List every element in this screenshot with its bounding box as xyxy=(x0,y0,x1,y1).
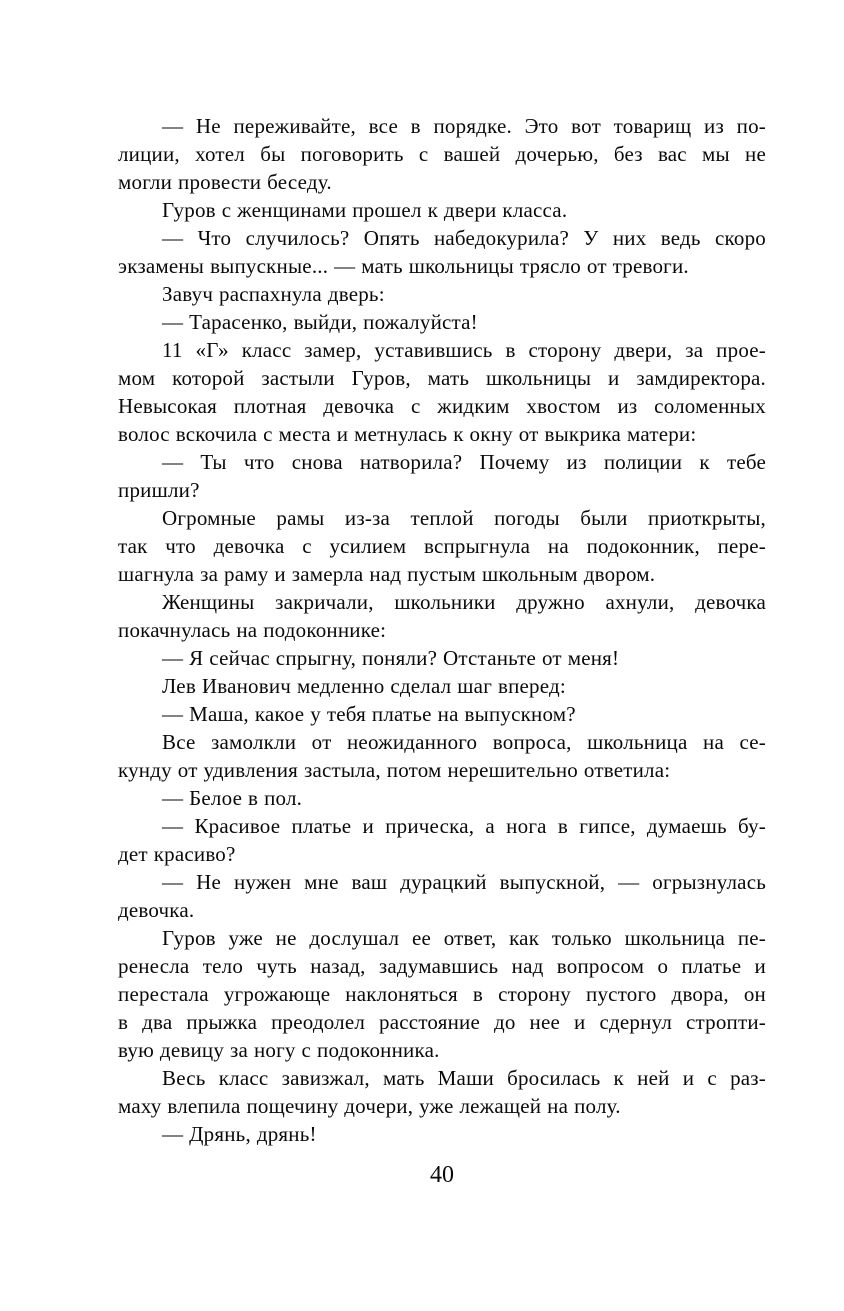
text-line: вую девицу за ногу с подоконника. xyxy=(118,1038,440,1062)
text-line: волос вскочила с места и метнулась к окну от выкрика матери: xyxy=(118,422,697,446)
text-line: — Дрянь, дрянь! xyxy=(162,1122,317,1146)
paragraph xyxy=(118,728,766,784)
text-line: — Маша, какое у тебя платье на выпускном? xyxy=(162,702,576,726)
text-line: — Белое в пол. xyxy=(162,786,303,810)
text-line: Все замолкли от неожиданного вопроса, школьница на се- xyxy=(162,730,766,754)
text-line: — Не переживайте, все в порядке. Это вот товарищ из по- xyxy=(162,114,766,138)
text-line: — Не нужен мне ваш дурацкий выпускной, — огрызнулась xyxy=(162,870,766,894)
text-line: дет красиво? xyxy=(118,842,236,866)
text-line: лиции, хотел бы поговорить с вашей дочерью, без вас мы не xyxy=(118,142,766,166)
page-text xyxy=(118,112,766,1148)
paragraph xyxy=(118,868,766,924)
text-line: Женщины закричали, школьники дружно ахнули, девочка xyxy=(162,590,766,614)
text-line: 11 «Г» класс замер, уставившись в сторону двери, за прое- xyxy=(162,338,766,362)
text-line: так что девочка с усилием вспрыгнула на подоконник, пере- xyxy=(118,534,766,558)
text-line: кунду от удивления застыла, потом нерешительно ответила: xyxy=(118,758,671,782)
text-line: экзамены выпускные... — мать школьницы трясло от тревоги. xyxy=(118,254,689,278)
text-line: перестала угрожающе наклоняться в сторону пустого двора, он xyxy=(118,982,766,1006)
text-line: могли провести беседу. xyxy=(118,170,332,194)
text-line: мом которой застыли Гуров, мать школьницы и замдиректора. xyxy=(118,366,766,390)
text-line: покачнулась на подоконнике: xyxy=(118,618,387,642)
paragraph xyxy=(118,448,766,504)
paragraph xyxy=(118,924,766,1064)
paragraph xyxy=(118,588,766,644)
paragraph xyxy=(118,700,766,728)
paragraph xyxy=(118,224,766,280)
text-line: Невысокая плотная девочка с жидким хвостом из соломенных xyxy=(118,394,766,418)
text-line: Завуч распахнула дверь: xyxy=(162,282,385,306)
paragraph xyxy=(118,280,766,308)
text-line: — Красивое платье и прическа, а нога в гипсе, думаешь бу- xyxy=(162,814,766,838)
text-line: ренесла тело чуть назад, задумавшись над вопросом о платье и xyxy=(118,954,766,978)
text-line: маху влепила пощечину дочери, уже лежащей на полу. xyxy=(118,1094,621,1118)
page-number: 40 xyxy=(430,1162,454,1188)
paragraph xyxy=(118,644,766,672)
text-line: девочка. xyxy=(118,898,195,922)
text-line: пришли? xyxy=(118,478,200,502)
text-line: Весь класс завизжал, мать Маши бросилась к ней и с раз- xyxy=(162,1066,766,1090)
paragraph xyxy=(118,308,766,336)
text-line: Лев Иванович медленно сделал шаг вперед: xyxy=(162,674,566,698)
text-line: шагнула за раму и замерла над пустым школьным двором. xyxy=(118,562,656,586)
text-line: — Что случилось? Опять набедокурила? У них ведь скоро xyxy=(162,226,766,250)
text-line: — Ты что снова натворила? Почему из полиции к тебе xyxy=(162,450,766,474)
paragraph xyxy=(118,784,766,812)
text-line: Гуров уже не дослушал ее ответ, как только школьница пе- xyxy=(162,926,766,950)
paragraph xyxy=(118,812,766,868)
paragraph xyxy=(118,504,766,588)
paragraph xyxy=(118,196,766,224)
paragraph xyxy=(118,336,766,448)
text-line: — Тарасенко, выйди, пожалуйста! xyxy=(162,310,478,334)
paragraph xyxy=(118,1064,766,1120)
text-line: Огромные рамы из-за теплой погоды были приоткрыты, xyxy=(162,506,766,530)
text-line: — Я сейчас спрыгну, поняли? Отстаньте от меня! xyxy=(162,646,620,670)
paragraph xyxy=(118,672,766,700)
text-line: Гуров с женщинами прошел к двери класса. xyxy=(162,198,568,222)
text-line: в два прыжка преодолел расстояние до нее и сдернул стропти- xyxy=(118,1010,766,1034)
paragraph xyxy=(118,112,766,196)
paragraph xyxy=(118,1120,766,1148)
